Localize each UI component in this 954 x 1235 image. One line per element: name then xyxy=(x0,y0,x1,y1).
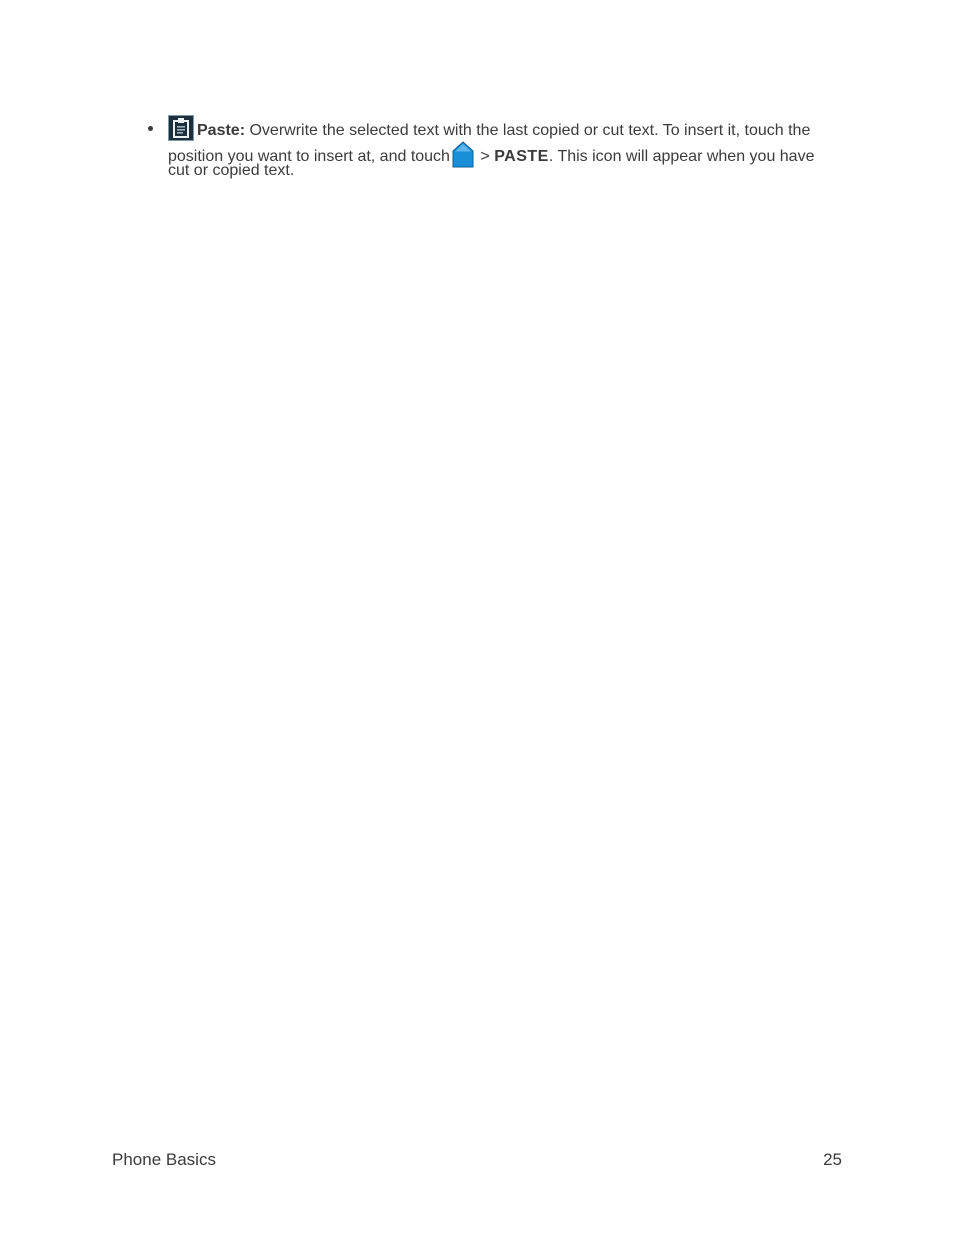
item-text-part4: cut or copied text. xyxy=(168,162,295,179)
item-separator: > xyxy=(475,148,495,165)
item-text-part1: Overwrite the selected text with the last copied or cut text. To insert it, touch the xyxy=(245,122,811,139)
item-term: Paste: xyxy=(197,122,246,139)
item-line-1 xyxy=(168,110,838,141)
bullet-list xyxy=(148,110,838,181)
item-text-part2: position you want to insert at, and touch xyxy=(168,148,450,165)
item-text-part3: . This icon will appear when you have xyxy=(548,148,815,165)
item-line-2 xyxy=(168,141,838,165)
list-item xyxy=(148,110,838,181)
footer-section-title: Phone Basics xyxy=(112,1150,216,1169)
footer-page-number: 25 xyxy=(823,1150,842,1169)
clipboard-icon xyxy=(168,115,194,141)
menu-tab-icon xyxy=(452,141,474,168)
item-action: PASTE xyxy=(494,148,549,165)
bullet-dot xyxy=(148,126,153,131)
